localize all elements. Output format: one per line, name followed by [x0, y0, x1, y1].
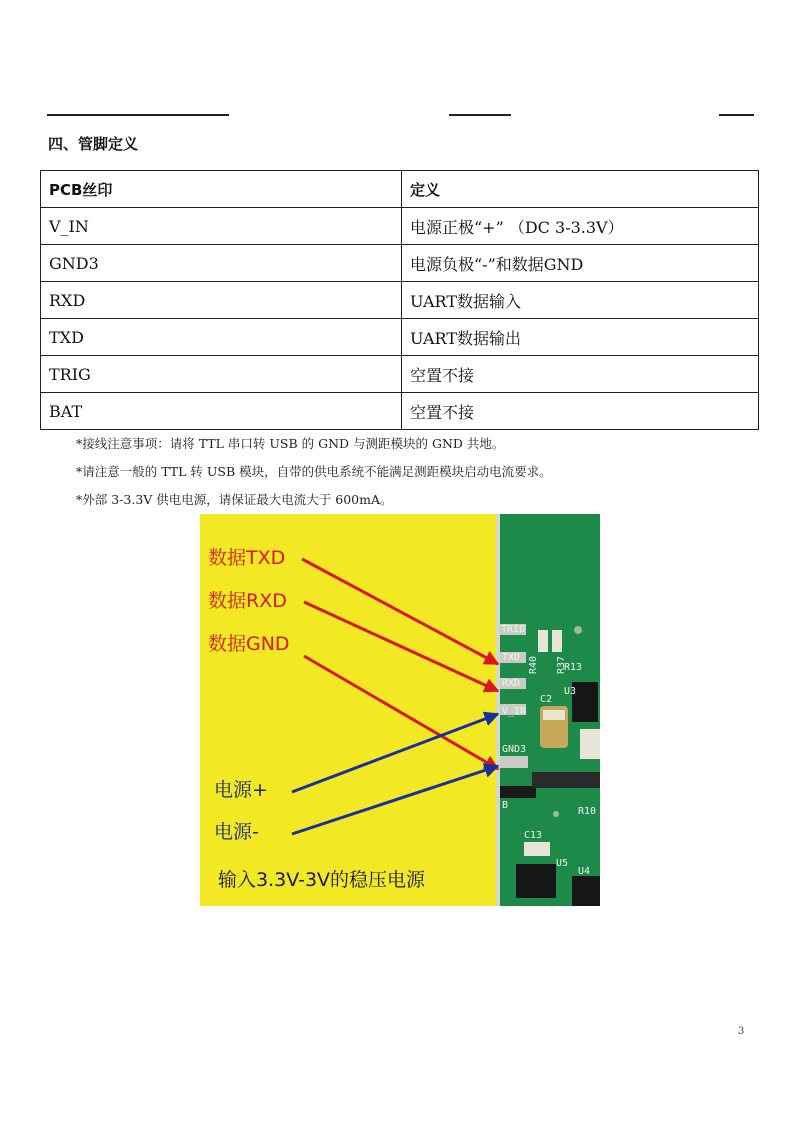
silk-c2: C2: [540, 694, 553, 705]
component-right-block: [580, 729, 600, 759]
header-rule-right: [719, 114, 754, 116]
silk-r37: R37: [556, 655, 567, 674]
component-u5: [516, 864, 556, 898]
note-external-power: *外部 3-3.3V 供电电源，请保证最大电流大于 600mA。: [76, 492, 393, 507]
pin-name: V_IN: [41, 208, 402, 245]
pin-name: TRIG: [41, 356, 402, 393]
pin-name: RXD: [41, 282, 402, 319]
silk-u5: U5: [556, 858, 569, 869]
header-rule-left: [47, 114, 229, 116]
pin-definition: 电源正极“+” （DC 3-3.3V）: [402, 208, 759, 245]
pcb-edge: [496, 514, 500, 906]
pin-definition: UART数据输出: [402, 319, 759, 356]
table-row: [41, 393, 759, 430]
silk-vin: V_IN: [502, 706, 527, 717]
header-rule-middle: [449, 114, 511, 116]
table-header-row: [41, 171, 759, 208]
note-usb-power: *请注意一般的 TTL 转 USB 模块，自带的供电系统不能满足测距模块启动电流要求。: [76, 464, 552, 479]
silk-trig: TRIG: [501, 624, 526, 635]
component-r37: [552, 630, 562, 652]
component-u4: [572, 876, 600, 906]
pin-name: TXD: [41, 319, 402, 356]
label-data-rxd: 数据RXD: [208, 590, 287, 612]
component-c2-cap: [543, 710, 565, 720]
pin-definition: 空置不接: [402, 356, 759, 393]
pad-gnd3: [500, 756, 528, 768]
header-pcb-silkscreen: PCB丝印: [41, 171, 402, 208]
silk-r13: R13: [564, 662, 583, 673]
label-power-plus: 电源+: [214, 779, 268, 801]
via-hole: [574, 626, 582, 634]
table-row: [41, 319, 759, 356]
pin-definition-table: [40, 170, 759, 430]
pin-definition: 空置不接: [402, 393, 759, 430]
table-row: [41, 208, 759, 245]
via-hole: [553, 811, 559, 817]
silk-txd: TXD: [502, 652, 521, 663]
wiring-notes: [76, 430, 552, 514]
pin-definition: 电源负极“-”和数据GND: [402, 245, 759, 282]
label-data-gnd: 数据GND: [208, 633, 290, 655]
section-title: 四、管脚定义: [48, 135, 139, 153]
page-number: 3: [738, 1026, 745, 1037]
wire-strip: [532, 772, 600, 788]
silk-r10: R10: [578, 806, 597, 817]
silk-u4: U4: [578, 866, 591, 877]
pin-name: GND3: [41, 245, 402, 282]
silk-gnd3: GND3: [502, 744, 527, 755]
pin-definition: UART数据输入: [402, 282, 759, 319]
wiring-photo-svg: [200, 514, 600, 906]
component-c13: [524, 842, 550, 856]
silk-u3: U3: [564, 686, 577, 697]
table-row: [41, 356, 759, 393]
silk-c13: C13: [524, 830, 543, 841]
pad-bat: [500, 786, 536, 798]
note-common-ground: *接线注意事项：请将 TTL 串口转 USB 的 GND 与测距模块的 GND 共地。: [76, 436, 505, 451]
wiring-photo: [200, 514, 600, 906]
header-definition: 定义: [402, 171, 759, 208]
label-input-note: 输入3.3V-3V的稳压电源: [218, 869, 426, 891]
table-row: [41, 245, 759, 282]
silk-bat: B: [502, 800, 509, 811]
label-data-txd: 数据TXD: [208, 547, 286, 569]
silk-r40: R40: [528, 655, 539, 674]
table-row: [41, 282, 759, 319]
silk-rxd: RXD: [502, 678, 521, 689]
pin-name: BAT: [41, 393, 402, 430]
component-r40: [538, 630, 548, 652]
label-power-minus: 电源-: [214, 821, 259, 843]
